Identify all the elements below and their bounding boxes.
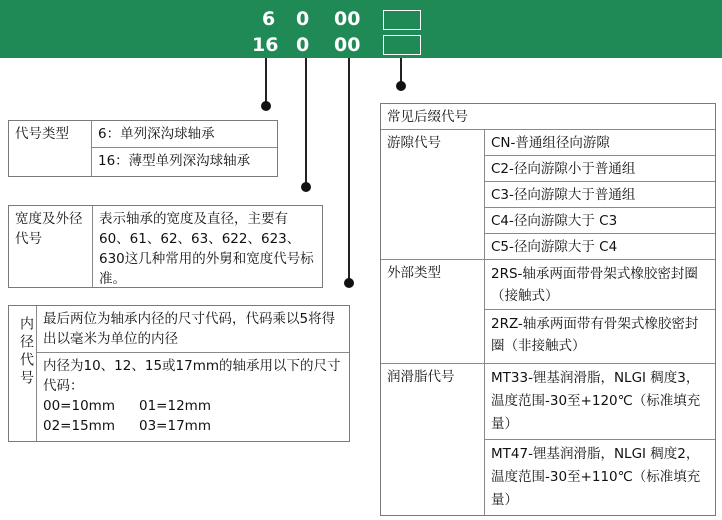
series-code-16: 16 [252, 34, 279, 56]
bore-code-item: 02=15mm [43, 418, 115, 434]
type-row: 6：单列深沟球轴承 [92, 121, 277, 148]
bore-code-row [43, 416, 343, 436]
width-code: 0 [296, 8, 310, 30]
external-type-label: 外部类型 [381, 260, 485, 364]
type-table-title: 代号类型 [9, 121, 92, 176]
bore-table [8, 305, 350, 442]
bore-table-title: 内径代号 [9, 306, 37, 441]
clearance-item: C3-径向游隙大于普通组 [485, 182, 715, 208]
width-table-title: 宽度及外径代号 [9, 206, 93, 287]
suffix-table [380, 103, 716, 516]
external-type-item: 2RS-轴承两面带骨架式橡胶密封圈（接触式） [485, 260, 715, 310]
grease-item: MT47-锂基润滑脂，NLGI 稠度2，温度范围-30至+110℃（标准填充量） [491, 446, 701, 508]
clearance-item: C5-径向游隙大于 C4 [485, 234, 715, 260]
type-row: 16：薄型单列深沟球轴承 [98, 153, 251, 169]
type-table [8, 120, 278, 177]
bore-desc: 最后两位为轴承内径的尺寸代码，代码乘以5将得出以毫米为单位的内径 [37, 306, 349, 353]
connector-dot [396, 81, 406, 91]
connector-line [348, 58, 350, 280]
series-code-6: 6 [262, 8, 276, 30]
model-code-row-2 [0, 34, 722, 58]
bore-code: 00 [334, 34, 361, 56]
width-table [8, 205, 323, 288]
clearance-label: 游隙代号 [381, 130, 485, 260]
grease-label: 润滑脂代号 [381, 364, 485, 515]
bore-code: 00 [334, 8, 361, 30]
suffix-table-title: 常见后缀代号 [381, 104, 715, 130]
suffix-placeholder-box [383, 35, 421, 55]
bore-code-row [43, 396, 343, 416]
suffix-placeholder-box [383, 10, 421, 30]
bore-code-item: 01=12mm [139, 398, 211, 414]
clearance-item: C4-径向游隙大于 C3 [485, 208, 715, 234]
clearance-item: CN-普通组径向游隙 [485, 130, 715, 156]
bore-desc-2 [37, 353, 349, 441]
connector-line [265, 58, 267, 103]
width-table-desc: 表示轴承的宽度及直径，主要有60、61、62、63、622、623、630这几种常用的外舅和宽度代号标准。 [99, 211, 314, 287]
grease-item: MT33-锂基润滑脂，NLGI 稠度3，温度范围-30至+120℃（标准填充量） [485, 364, 715, 440]
external-type-item: 2RZ-轴承两面带有骨架式橡胶密封圈（非接触式） [485, 310, 715, 364]
bore-code-item: 00=10mm [43, 398, 115, 414]
connector-dot [301, 182, 311, 192]
clearance-item: C2-径向游隙小于普通组 [485, 156, 715, 182]
bore-desc-note: 内径为10、12、15或17mm的轴承用以下的尺寸代码： [43, 358, 341, 394]
width-code: 0 [296, 34, 310, 56]
connector-dot [344, 278, 354, 288]
bore-code-item: 03=17mm [139, 418, 211, 434]
model-code-row-1 [0, 8, 722, 32]
connector-line [305, 58, 307, 184]
connector-dot [261, 101, 271, 111]
connector-line [400, 58, 402, 83]
